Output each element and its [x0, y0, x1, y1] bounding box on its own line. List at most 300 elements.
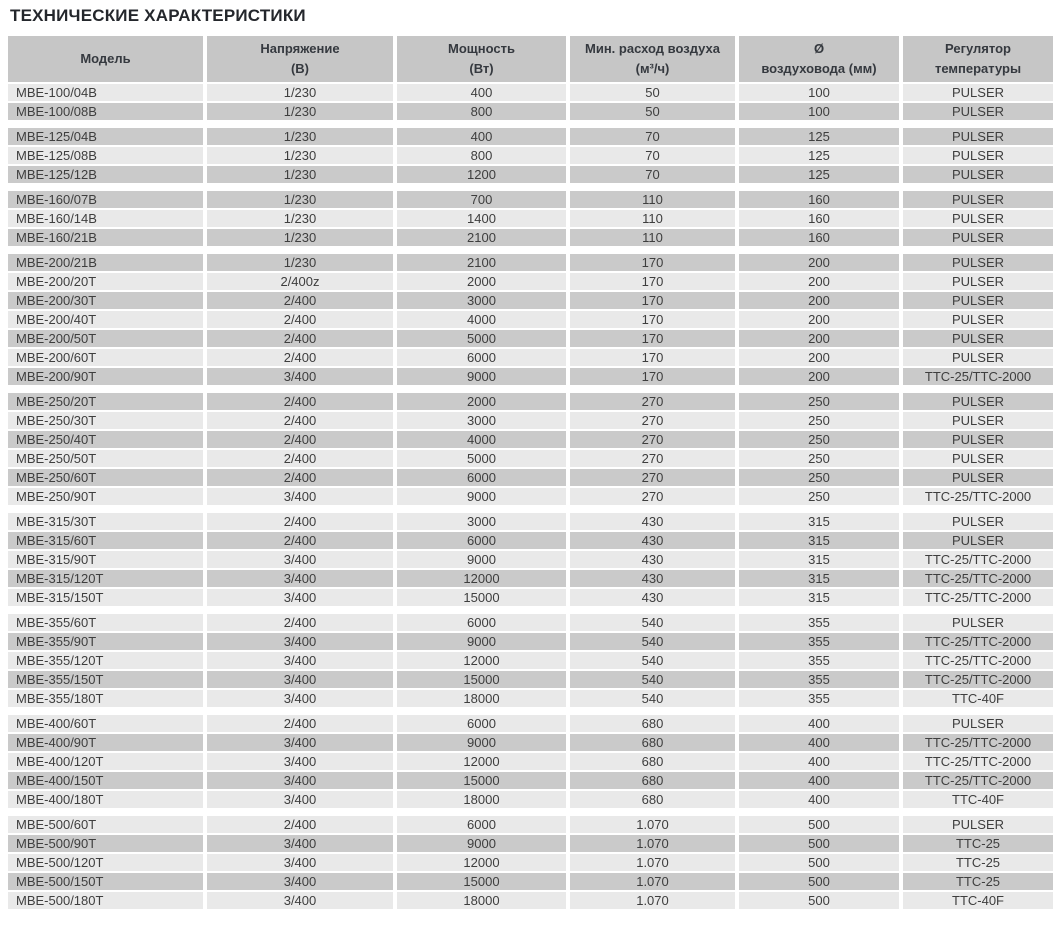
- page-title: ТЕХНИЧЕСКИЕ ХАРАКТЕРИСТИКИ: [10, 6, 306, 25]
- cell-duct-diameter: 125: [739, 147, 903, 166]
- cell-duct-diameter: 355: [739, 690, 903, 709]
- cell-duct-diameter: 250: [739, 431, 903, 450]
- cell-voltage: 1/230: [207, 147, 397, 166]
- cell-min-airflow: 170: [570, 349, 739, 368]
- cell-duct-diameter: 315: [739, 589, 903, 608]
- cell-temp-controller: TTC-25: [903, 873, 1053, 892]
- specs-table-body: [8, 84, 1053, 911]
- column-header-sublabel: воздуховода (мм): [761, 61, 877, 76]
- cell-voltage: 2/400: [207, 816, 397, 835]
- table-row: [8, 835, 1053, 854]
- cell-power: 9000: [397, 835, 570, 854]
- column-header-label: Мощность: [448, 41, 515, 56]
- table-row: [8, 892, 1053, 911]
- cell-model: MBE-200/20T: [8, 273, 207, 292]
- cell-model: MBE-400/120T: [8, 753, 207, 772]
- cell-temp-controller: TTC-25/TTC-2000: [903, 488, 1053, 507]
- cell-model: MBE-200/50T: [8, 330, 207, 349]
- cell-power: 9000: [397, 368, 570, 387]
- cell-model: MBE-250/60T: [8, 469, 207, 488]
- cell-voltage: 3/400: [207, 589, 397, 608]
- table-row: [8, 450, 1053, 469]
- cell-min-airflow: 540: [570, 671, 739, 690]
- table-row: [8, 349, 1053, 368]
- cell-temp-controller: TTC-25/TTC-2000: [903, 633, 1053, 652]
- cell-duct-diameter: 200: [739, 254, 903, 273]
- cell-model: MBE-160/07B: [8, 191, 207, 210]
- cell-duct-diameter: 200: [739, 330, 903, 349]
- table-row: [8, 513, 1053, 532]
- cell-temp-controller: PULSER: [903, 816, 1053, 835]
- cell-temp-controller: TTC-25: [903, 854, 1053, 873]
- cell-model: MBE-355/180T: [8, 690, 207, 709]
- cell-voltage: 2/400: [207, 393, 397, 412]
- cell-model: MBE-400/180T: [8, 791, 207, 810]
- cell-model: MBE-200/21B: [8, 254, 207, 273]
- column-header-temp-controller: [903, 36, 1053, 84]
- cell-power: 400: [397, 128, 570, 147]
- cell-temp-controller: PULSER: [903, 330, 1053, 349]
- cell-voltage: 2/400: [207, 715, 397, 734]
- column-header-label: Ø: [813, 41, 825, 56]
- cell-min-airflow: 1.070: [570, 873, 739, 892]
- cell-power: 6000: [397, 614, 570, 633]
- cell-temp-controller: PULSER: [903, 128, 1053, 147]
- cell-min-airflow: 50: [570, 103, 739, 122]
- cell-voltage: 2/400: [207, 431, 397, 450]
- cell-temp-controller: TTC-25: [903, 835, 1053, 854]
- cell-model: MBE-355/150T: [8, 671, 207, 690]
- cell-duct-diameter: 500: [739, 892, 903, 911]
- cell-power: 15000: [397, 671, 570, 690]
- cell-duct-diameter: 315: [739, 532, 903, 551]
- cell-power: 2100: [397, 254, 570, 273]
- cell-model: MBE-355/90T: [8, 633, 207, 652]
- cell-min-airflow: 680: [570, 791, 739, 810]
- cell-model: MBE-500/60T: [8, 816, 207, 835]
- cell-temp-controller: PULSER: [903, 273, 1053, 292]
- cell-model: MBE-160/21B: [8, 229, 207, 248]
- cell-duct-diameter: 250: [739, 412, 903, 431]
- table-row: [8, 772, 1053, 791]
- table-row: [8, 715, 1053, 734]
- cell-model: MBE-125/12B: [8, 166, 207, 185]
- cell-temp-controller: PULSER: [903, 292, 1053, 311]
- cell-min-airflow: 70: [570, 166, 739, 185]
- cell-duct-diameter: 160: [739, 191, 903, 210]
- cell-voltage: 3/400: [207, 854, 397, 873]
- cell-temp-controller: PULSER: [903, 103, 1053, 122]
- cell-power: 18000: [397, 892, 570, 911]
- cell-min-airflow: 1.070: [570, 854, 739, 873]
- cell-power: 3000: [397, 513, 570, 532]
- cell-temp-controller: TTC-40F: [903, 791, 1053, 810]
- cell-model: MBE-500/120T: [8, 854, 207, 873]
- cell-min-airflow: 270: [570, 431, 739, 450]
- cell-duct-diameter: 200: [739, 292, 903, 311]
- table-row: [8, 734, 1053, 753]
- cell-min-airflow: 430: [570, 513, 739, 532]
- cell-temp-controller: PULSER: [903, 393, 1053, 412]
- cell-power: 9000: [397, 551, 570, 570]
- cell-duct-diameter: 400: [739, 734, 903, 753]
- table-row: [8, 671, 1053, 690]
- cell-duct-diameter: 125: [739, 166, 903, 185]
- cell-voltage: 2/400: [207, 292, 397, 311]
- cell-model: MBE-160/14B: [8, 210, 207, 229]
- cell-model: MBE-315/90T: [8, 551, 207, 570]
- cell-voltage: 3/400: [207, 652, 397, 671]
- table-row: [8, 816, 1053, 835]
- column-header-power: [397, 36, 570, 84]
- cell-power: 12000: [397, 753, 570, 772]
- cell-min-airflow: 270: [570, 393, 739, 412]
- cell-power: 9000: [397, 488, 570, 507]
- table-row: [8, 589, 1053, 608]
- cell-duct-diameter: 200: [739, 311, 903, 330]
- cell-duct-diameter: 250: [739, 393, 903, 412]
- cell-model: MBE-355/60T: [8, 614, 207, 633]
- cell-power: 400: [397, 84, 570, 103]
- cell-temp-controller: TTC-25/TTC-2000: [903, 753, 1053, 772]
- cell-model: MBE-250/90T: [8, 488, 207, 507]
- cell-voltage: 2/400: [207, 412, 397, 431]
- cell-temp-controller: PULSER: [903, 431, 1053, 450]
- cell-temp-controller: PULSER: [903, 349, 1053, 368]
- cell-voltage: 2/400: [207, 614, 397, 633]
- cell-temp-controller: PULSER: [903, 191, 1053, 210]
- cell-power: 15000: [397, 873, 570, 892]
- table-header: [8, 36, 1053, 84]
- table-row: [8, 84, 1053, 103]
- table-row: [8, 210, 1053, 229]
- cell-temp-controller: TTC-25/TTC-2000: [903, 551, 1053, 570]
- table-row: [8, 791, 1053, 810]
- cell-model: MBE-200/30T: [8, 292, 207, 311]
- cell-temp-controller: TTC-25/TTC-2000: [903, 368, 1053, 387]
- cell-temp-controller: TTC-40F: [903, 892, 1053, 911]
- cell-power: 12000: [397, 854, 570, 873]
- table-row: [8, 431, 1053, 450]
- cell-min-airflow: 430: [570, 589, 739, 608]
- cell-model: MBE-315/60T: [8, 532, 207, 551]
- cell-model: MBE-400/90T: [8, 734, 207, 753]
- cell-voltage: 2/400: [207, 469, 397, 488]
- cell-temp-controller: PULSER: [903, 532, 1053, 551]
- table-row: [8, 229, 1053, 248]
- table-row: [8, 551, 1053, 570]
- cell-temp-controller: PULSER: [903, 84, 1053, 103]
- table-row: [8, 368, 1053, 387]
- cell-min-airflow: 1.070: [570, 835, 739, 854]
- cell-duct-diameter: 160: [739, 210, 903, 229]
- cell-temp-controller: TTC-25/TTC-2000: [903, 652, 1053, 671]
- table-row: [8, 254, 1053, 273]
- cell-voltage: 3/400: [207, 368, 397, 387]
- cell-duct-diameter: 160: [739, 229, 903, 248]
- cell-power: 12000: [397, 570, 570, 589]
- column-header-duct-diameter: [739, 36, 903, 84]
- cell-min-airflow: 430: [570, 532, 739, 551]
- table-header-row: [8, 36, 1053, 84]
- cell-power: 800: [397, 103, 570, 122]
- cell-temp-controller: TTC-25/TTC-2000: [903, 734, 1053, 753]
- cell-duct-diameter: 400: [739, 715, 903, 734]
- cell-power: 6000: [397, 349, 570, 368]
- cell-min-airflow: 1.070: [570, 892, 739, 911]
- cell-duct-diameter: 250: [739, 450, 903, 469]
- cell-model: MBE-100/08B: [8, 103, 207, 122]
- table-row: [8, 393, 1053, 412]
- column-header-min-airflow: [570, 36, 739, 84]
- cell-duct-diameter: 355: [739, 652, 903, 671]
- cell-min-airflow: 110: [570, 191, 739, 210]
- table-row: [8, 191, 1053, 210]
- cell-voltage: 3/400: [207, 791, 397, 810]
- table-row: [8, 873, 1053, 892]
- cell-duct-diameter: 500: [739, 816, 903, 835]
- cell-min-airflow: 430: [570, 570, 739, 589]
- cell-duct-diameter: 125: [739, 128, 903, 147]
- cell-voltage: 3/400: [207, 734, 397, 753]
- cell-duct-diameter: 250: [739, 469, 903, 488]
- cell-min-airflow: 1.070: [570, 816, 739, 835]
- cell-power: 5000: [397, 450, 570, 469]
- cell-voltage: 2/400z: [207, 273, 397, 292]
- cell-temp-controller: TTC-25/TTC-2000: [903, 570, 1053, 589]
- cell-voltage: 2/400: [207, 330, 397, 349]
- cell-model: MBE-200/90T: [8, 368, 207, 387]
- cell-temp-controller: PULSER: [903, 715, 1053, 734]
- cell-duct-diameter: 400: [739, 753, 903, 772]
- cell-power: 9000: [397, 734, 570, 753]
- column-header-sublabel: температуры: [934, 61, 1022, 76]
- cell-model: MBE-200/60T: [8, 349, 207, 368]
- cell-duct-diameter: 315: [739, 570, 903, 589]
- cell-temp-controller: TTC-25/TTC-2000: [903, 589, 1053, 608]
- column-header-label: Напряжение: [260, 41, 340, 56]
- cell-duct-diameter: 200: [739, 273, 903, 292]
- cell-temp-controller: PULSER: [903, 229, 1053, 248]
- cell-voltage: 2/400: [207, 349, 397, 368]
- specs-table: [8, 36, 1053, 911]
- cell-model: MBE-125/04B: [8, 128, 207, 147]
- table-row: [8, 469, 1053, 488]
- cell-power: 700: [397, 191, 570, 210]
- cell-power: 800: [397, 147, 570, 166]
- cell-duct-diameter: 250: [739, 488, 903, 507]
- cell-model: MBE-100/04B: [8, 84, 207, 103]
- cell-duct-diameter: 500: [739, 873, 903, 892]
- table-row: [8, 690, 1053, 709]
- cell-temp-controller: PULSER: [903, 469, 1053, 488]
- cell-min-airflow: 70: [570, 147, 739, 166]
- cell-duct-diameter: 315: [739, 551, 903, 570]
- cell-min-airflow: 170: [570, 330, 739, 349]
- cell-voltage: 1/230: [207, 210, 397, 229]
- cell-model: MBE-315/120T: [8, 570, 207, 589]
- cell-power: 2000: [397, 273, 570, 292]
- column-header-model: [8, 36, 207, 84]
- column-header-sublabel: (В): [290, 61, 310, 76]
- cell-voltage: 2/400: [207, 450, 397, 469]
- cell-model: MBE-315/150T: [8, 589, 207, 608]
- cell-power: 18000: [397, 791, 570, 810]
- cell-power: 18000: [397, 690, 570, 709]
- cell-temp-controller: PULSER: [903, 450, 1053, 469]
- cell-voltage: 1/230: [207, 128, 397, 147]
- cell-temp-controller: TTC-25/TTC-2000: [903, 671, 1053, 690]
- cell-duct-diameter: 315: [739, 513, 903, 532]
- cell-min-airflow: 170: [570, 292, 739, 311]
- table-row: [8, 614, 1053, 633]
- cell-voltage: 3/400: [207, 633, 397, 652]
- column-header-label: Регулятор: [945, 41, 1011, 56]
- cell-voltage: 3/400: [207, 551, 397, 570]
- cell-model: MBE-500/90T: [8, 835, 207, 854]
- cell-min-airflow: 50: [570, 84, 739, 103]
- cell-min-airflow: 680: [570, 715, 739, 734]
- cell-duct-diameter: 400: [739, 772, 903, 791]
- table-row: [8, 532, 1053, 551]
- cell-power: 6000: [397, 469, 570, 488]
- cell-voltage: 3/400: [207, 772, 397, 791]
- cell-voltage: 2/400: [207, 513, 397, 532]
- cell-voltage: 3/400: [207, 892, 397, 911]
- table-row: [8, 292, 1053, 311]
- column-header-sublabel: (м³/ч): [635, 61, 670, 76]
- table-row: [8, 166, 1053, 185]
- cell-temp-controller: PULSER: [903, 311, 1053, 330]
- cell-min-airflow: 170: [570, 311, 739, 330]
- cell-model: MBE-500/180T: [8, 892, 207, 911]
- cell-voltage: 3/400: [207, 835, 397, 854]
- cell-temp-controller: PULSER: [903, 513, 1053, 532]
- cell-min-airflow: 680: [570, 734, 739, 753]
- cell-duct-diameter: 355: [739, 633, 903, 652]
- cell-voltage: 1/230: [207, 229, 397, 248]
- cell-min-airflow: 70: [570, 128, 739, 147]
- cell-voltage: 1/230: [207, 166, 397, 185]
- cell-voltage: 3/400: [207, 488, 397, 507]
- column-header-voltage: [207, 36, 397, 84]
- cell-power: 9000: [397, 633, 570, 652]
- cell-voltage: 3/400: [207, 690, 397, 709]
- cell-temp-controller: PULSER: [903, 210, 1053, 229]
- cell-temp-controller: PULSER: [903, 412, 1053, 431]
- cell-min-airflow: 540: [570, 614, 739, 633]
- cell-temp-controller: TTC-25/TTC-2000: [903, 772, 1053, 791]
- cell-model: MBE-500/150T: [8, 873, 207, 892]
- cell-power: 6000: [397, 715, 570, 734]
- cell-min-airflow: 430: [570, 551, 739, 570]
- cell-duct-diameter: 500: [739, 854, 903, 873]
- cell-min-airflow: 270: [570, 469, 739, 488]
- cell-voltage: 3/400: [207, 671, 397, 690]
- cell-min-airflow: 270: [570, 412, 739, 431]
- cell-power: 3000: [397, 412, 570, 431]
- cell-duct-diameter: 355: [739, 614, 903, 633]
- cell-model: MBE-125/08B: [8, 147, 207, 166]
- table-row: [8, 854, 1053, 873]
- cell-duct-diameter: 500: [739, 835, 903, 854]
- cell-power: 4000: [397, 431, 570, 450]
- cell-temp-controller: PULSER: [903, 254, 1053, 273]
- cell-model: MBE-250/40T: [8, 431, 207, 450]
- column-header-label: Мин. расход воздуха: [585, 41, 720, 56]
- cell-model: MBE-355/120T: [8, 652, 207, 671]
- cell-power: 15000: [397, 772, 570, 791]
- cell-power: 1400: [397, 210, 570, 229]
- cell-voltage: 3/400: [207, 753, 397, 772]
- cell-duct-diameter: 100: [739, 84, 903, 103]
- cell-power: 4000: [397, 311, 570, 330]
- cell-model: MBE-200/40T: [8, 311, 207, 330]
- cell-temp-controller: PULSER: [903, 166, 1053, 185]
- cell-power: 5000: [397, 330, 570, 349]
- cell-power: 3000: [397, 292, 570, 311]
- cell-min-airflow: 170: [570, 254, 739, 273]
- page: [0, 6, 1061, 911]
- cell-voltage: 3/400: [207, 873, 397, 892]
- cell-temp-controller: TTC-40F: [903, 690, 1053, 709]
- cell-model: MBE-400/60T: [8, 715, 207, 734]
- cell-min-airflow: 680: [570, 772, 739, 791]
- table-row: [8, 633, 1053, 652]
- cell-duct-diameter: 200: [739, 368, 903, 387]
- cell-duct-diameter: 355: [739, 671, 903, 690]
- cell-min-airflow: 110: [570, 210, 739, 229]
- cell-min-airflow: 680: [570, 753, 739, 772]
- cell-model: MBE-250/50T: [8, 450, 207, 469]
- cell-duct-diameter: 100: [739, 103, 903, 122]
- table-row: [8, 128, 1053, 147]
- cell-duct-diameter: 200: [739, 349, 903, 368]
- cell-power: 15000: [397, 589, 570, 608]
- cell-voltage: 3/400: [207, 570, 397, 589]
- table-row: [8, 488, 1053, 507]
- table-row: [8, 330, 1053, 349]
- cell-voltage: 1/230: [207, 84, 397, 103]
- column-header-sublabel: (Вт): [469, 61, 494, 76]
- cell-voltage: 1/230: [207, 254, 397, 273]
- table-row: [8, 311, 1053, 330]
- cell-power: 2100: [397, 229, 570, 248]
- table-row: [8, 753, 1053, 772]
- cell-min-airflow: 110: [570, 229, 739, 248]
- cell-min-airflow: 540: [570, 652, 739, 671]
- cell-voltage: 2/400: [207, 532, 397, 551]
- cell-temp-controller: PULSER: [903, 147, 1053, 166]
- cell-power: 2000: [397, 393, 570, 412]
- cell-min-airflow: 540: [570, 690, 739, 709]
- cell-duct-diameter: 400: [739, 791, 903, 810]
- cell-model: MBE-315/30T: [8, 513, 207, 532]
- cell-model: MBE-250/20T: [8, 393, 207, 412]
- cell-power: 12000: [397, 652, 570, 671]
- table-row: [8, 273, 1053, 292]
- table-row: [8, 570, 1053, 589]
- cell-power: 6000: [397, 532, 570, 551]
- table-row: [8, 652, 1053, 671]
- cell-voltage: 2/400: [207, 311, 397, 330]
- cell-min-airflow: 270: [570, 450, 739, 469]
- table-row: [8, 103, 1053, 122]
- cell-min-airflow: 170: [570, 273, 739, 292]
- table-row: [8, 147, 1053, 166]
- cell-power: 1200: [397, 166, 570, 185]
- cell-power: 6000: [397, 816, 570, 835]
